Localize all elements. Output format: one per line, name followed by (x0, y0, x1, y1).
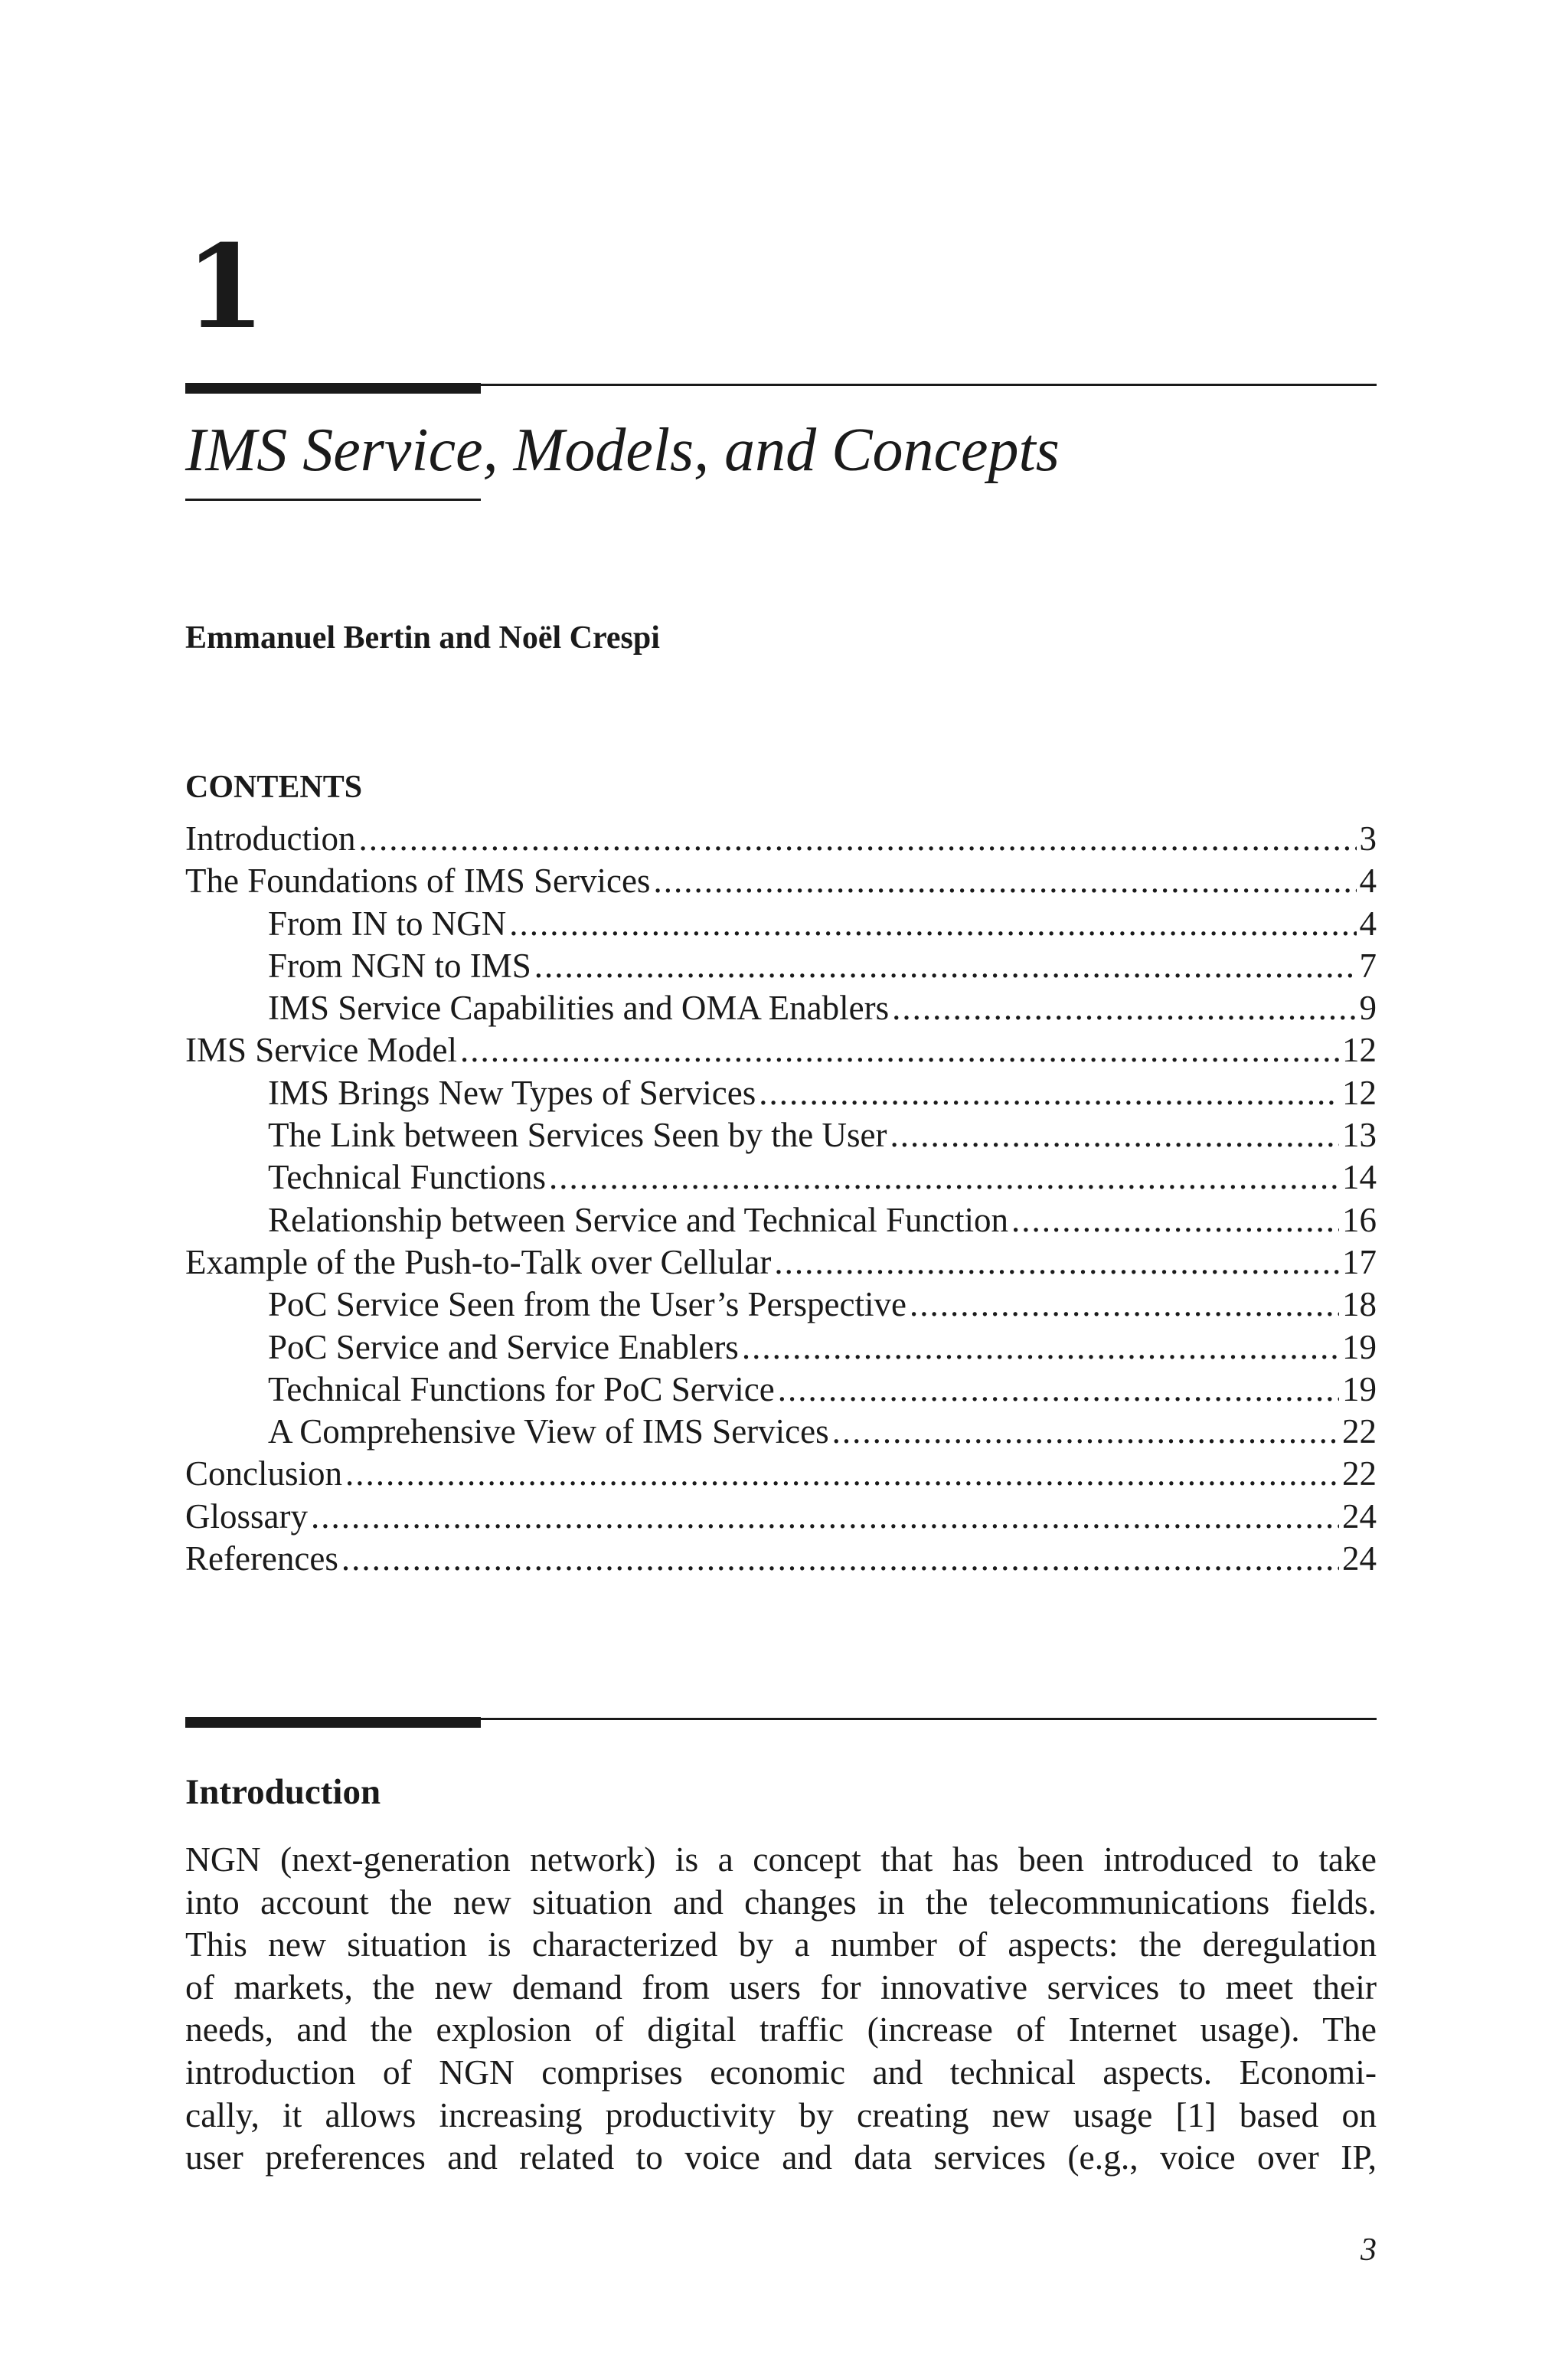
toc-entry-page: 12 (1342, 1073, 1377, 1112)
chapter-number: 1 (185, 220, 266, 355)
toc-entry-page: 17 (1342, 1242, 1377, 1281)
paragraph-line: needs, and the explosion of digital traffic (increase of Internet usage). The (185, 2010, 1377, 2049)
toc-dot-leader (890, 1114, 1339, 1156)
toc-dot-leader (358, 818, 1356, 860)
introduction-heading: Introduction (185, 1772, 381, 1812)
toc-entry[interactable] (185, 1156, 1377, 1199)
toc-entry-page: 4 (1359, 862, 1377, 901)
toc-dot-leader (345, 1453, 1339, 1495)
toc-entry-page: 19 (1342, 1327, 1377, 1366)
toc-entry-page: 19 (1342, 1369, 1377, 1408)
toc-entry[interactable] (185, 1284, 1377, 1326)
toc-dot-leader (910, 1284, 1339, 1326)
toc-entry[interactable] (185, 945, 1377, 987)
contents-heading: CONTENTS (185, 770, 363, 805)
toc-entry-title: Glossary (185, 1496, 308, 1536)
toc-entry-page: 9 (1359, 989, 1377, 1028)
toc-dot-leader (534, 945, 1357, 987)
paragraph-line: This new situation is characterized by a number of aspects: the deregulation (185, 1925, 1377, 1964)
toc-entry-title: IMS Service Capabilities and OMA Enablers (268, 989, 890, 1028)
toc-entry-title: References (185, 1539, 338, 1578)
toc-entry[interactable] (185, 1453, 1377, 1495)
chapter-title: IMS Service, Models, and Concepts (185, 417, 1060, 484)
page-number: 3 (1361, 2232, 1377, 2268)
chapter-rule-thick (185, 383, 481, 394)
toc-entry[interactable] (185, 818, 1377, 860)
toc-entry-title: Example of the Push-to-Talk over Cellular (185, 1242, 772, 1281)
title-underline (185, 499, 481, 501)
toc-entry-page: 16 (1342, 1200, 1377, 1239)
toc-dot-leader (1011, 1199, 1339, 1241)
introduction-paragraph (185, 1838, 1377, 2179)
toc-entry-page: 22 (1342, 1454, 1377, 1493)
paragraph-line: of markets, the new demand from users for innovative services to meet their (185, 1967, 1377, 2007)
toc-dot-leader (509, 903, 1356, 945)
toc-entry-page: 18 (1342, 1285, 1377, 1324)
toc-entry-page: 24 (1342, 1496, 1377, 1536)
toc-dot-leader (774, 1241, 1339, 1284)
toc-entry-title: The Link between Services Seen by the User (268, 1116, 887, 1155)
table-of-contents (185, 818, 1377, 1580)
toc-entry-page: 12 (1342, 1031, 1377, 1070)
toc-entry-title: Relationship between Service and Technical Function (268, 1200, 1008, 1239)
toc-dot-leader (460, 1029, 1339, 1071)
toc-entry[interactable] (185, 860, 1377, 902)
section-rule-thin (481, 1718, 1377, 1720)
toc-entry-title: A Comprehensive View of IMS Services (268, 1412, 829, 1451)
toc-entry[interactable] (185, 903, 1377, 945)
toc-dot-leader (892, 987, 1356, 1029)
toc-entry[interactable] (185, 1326, 1377, 1369)
toc-entry-title: Technical Functions (268, 1158, 547, 1197)
paragraph-line: into account the new situation and changes in the telecommunications fields. (185, 1882, 1377, 1922)
toc-entry-title: From NGN to IMS (268, 946, 531, 985)
chapter-rule-thin (481, 384, 1377, 386)
toc-entry[interactable] (185, 987, 1377, 1029)
toc-dot-leader (832, 1411, 1339, 1453)
toc-entry[interactable] (185, 1029, 1377, 1071)
toc-entry[interactable] (185, 1411, 1377, 1453)
toc-dot-leader (742, 1326, 1339, 1369)
toc-entry[interactable] (185, 1072, 1377, 1114)
section-rule-thick (185, 1717, 481, 1728)
chapter-authors: Emmanuel Bertin and Noël Crespi (185, 620, 660, 656)
toc-entry-title: From IN to NGN (268, 904, 507, 943)
toc-entry-page: 3 (1359, 819, 1377, 858)
toc-entry-title: Introduction (185, 819, 356, 858)
toc-entry-title: Conclusion (185, 1454, 343, 1493)
toc-dot-leader (778, 1369, 1339, 1411)
toc-dot-leader (311, 1496, 1339, 1538)
toc-entry-page: 13 (1342, 1116, 1377, 1155)
toc-entry-title: PoC Service Seen from the User’s Perspective (268, 1285, 906, 1324)
toc-dot-leader (549, 1156, 1339, 1199)
toc-entry-page: 4 (1359, 904, 1377, 943)
toc-entry-title: PoC Service and Service Enablers (268, 1327, 739, 1366)
toc-entry-title: IMS Brings New Types of Services (268, 1073, 756, 1112)
paragraph-line: user preferences and related to voice and data services (e.g., voice over IP, (185, 2137, 1377, 2177)
toc-dot-leader (759, 1072, 1339, 1114)
toc-dot-leader (653, 860, 1356, 902)
paragraph-line: NGN (next-generation network) is a concept that has been introduced to take (185, 1840, 1377, 1879)
toc-entry-title: Technical Functions for PoC Service (268, 1369, 775, 1408)
toc-dot-leader (341, 1538, 1339, 1580)
toc-entry-page: 24 (1342, 1539, 1377, 1578)
toc-entry[interactable] (185, 1241, 1377, 1284)
toc-entry[interactable] (185, 1114, 1377, 1156)
toc-entry-page: 22 (1342, 1412, 1377, 1451)
toc-entry-title: IMS Service Model (185, 1031, 457, 1070)
toc-entry-title: The Foundations of IMS Services (185, 862, 651, 901)
toc-entry[interactable] (185, 1369, 1377, 1411)
toc-entry[interactable] (185, 1199, 1377, 1241)
toc-entry[interactable] (185, 1496, 1377, 1538)
toc-entry[interactable] (185, 1538, 1377, 1580)
paragraph-line: cally, it allows increasing productivity by creating new usage [1] based on (185, 2095, 1377, 2134)
toc-entry-page: 7 (1359, 946, 1377, 985)
paragraph-line: introduction of NGN comprises economic and technical aspects. Economi- (185, 2052, 1377, 2092)
toc-entry-page: 14 (1342, 1158, 1377, 1197)
